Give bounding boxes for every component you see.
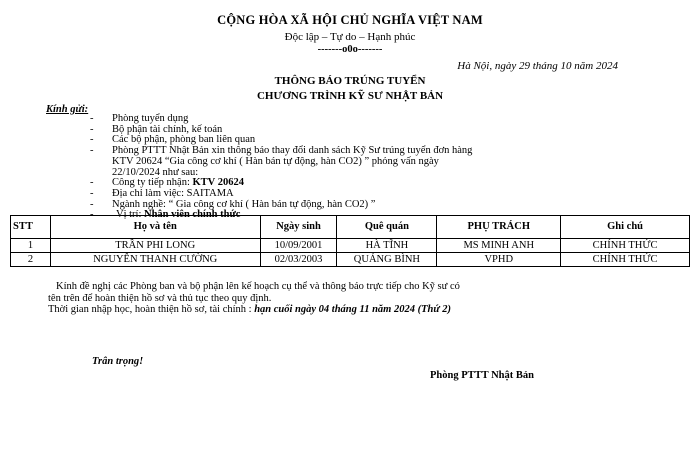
table-row	[11, 239, 690, 253]
recipient-text: Các bộ phận, phòng ban liên quan	[112, 134, 256, 146]
col-header-note: Ghi chú	[561, 216, 690, 239]
date-line: Hà Nội, ngày 29 tháng 10 năm 2024	[457, 60, 618, 72]
separator: -------o0o-------	[317, 44, 383, 55]
cell-name: NGUYỄN THANH CƯỜNG	[50, 253, 260, 267]
cell-dob: 02/03/2003	[260, 253, 337, 267]
recipient-text: Phòng tuyển dụng	[112, 113, 189, 124]
notice-line-3: 22/10/2024 như sau:	[112, 166, 199, 178]
cell-note: CHÍNH THỨC	[561, 239, 690, 253]
notice-line-2: KTV 20624 “Gia công cơ khí ( Hàn bán tự động, hàn CO2) ” phỏng vấn ngày	[112, 155, 439, 167]
position-label: Vị trí:	[116, 209, 144, 221]
cell-hometown: QUẢNG BÌNH	[337, 253, 437, 267]
body-paragraph-2: tên trên để hoàn thiện hồ sơ và thủ tục theo quy định.	[48, 293, 272, 304]
company-label: Công ty tiếp nhận:	[112, 177, 193, 189]
position-value: Nhân viên chính thức	[144, 209, 241, 221]
table-header-row	[11, 216, 690, 239]
nation-header: CỘNG HÒA XÃ HỘI CHỦ NGHĨA VIỆT NAM	[217, 13, 483, 27]
deadline-label: Thời gian nhập học, hoàn thiện hồ sơ, tài chính :	[48, 304, 255, 315]
col-header-manager: PHỤ TRÁCH	[437, 216, 561, 239]
cell-stt: 2	[11, 253, 51, 267]
motto: Độc lập – Tự do – Hạnh phúc	[284, 31, 416, 43]
deadline-paragraph	[48, 304, 451, 315]
signature: Phòng PTTT Nhật Bản	[430, 370, 534, 381]
col-header-name: Họ và tên	[50, 216, 260, 239]
industry: Ngành nghề: “ Gia công cơ khí ( Hàn bán tự động, hàn CO2) ”	[112, 198, 376, 210]
deadline-value: hạn cuối ngày 04 tháng 11 năm 2024 (Thứ 2)	[254, 304, 451, 315]
title-line-1: THÔNG BÁO TRÚNG TUYỂN	[274, 75, 426, 87]
col-header-stt: STT	[11, 216, 51, 239]
notice-line-1: Phòng PTTT Nhật Bản xin thông báo thay đổi danh sách Kỹ Sư trúng tuyển đơn hàng	[112, 145, 473, 157]
cell-manager: VPHD	[437, 253, 561, 267]
cell-stt: 1	[11, 239, 51, 253]
cell-manager: MS MINH ANH	[437, 239, 561, 253]
company-value: KTV 20624	[192, 177, 244, 189]
cell-hometown: HÀ TĨNH	[337, 239, 437, 253]
candidates-table	[10, 215, 690, 267]
greeting: Kính gửi:	[46, 104, 89, 115]
workplace: Địa chỉ làm việc: SAITAMA	[112, 187, 234, 199]
col-header-hometown: Quê quán	[337, 216, 437, 239]
body-paragraph-1: Kính đề nghị các Phòng ban và bộ phận lên kế hoạch cụ thể và thông báo trực tiếp cho Kỹ sư có	[56, 281, 460, 292]
cell-dob: 10/09/2001	[260, 239, 337, 253]
recipient-list	[90, 114, 472, 221]
recipient-text: Bộ phận tài chính, kế toán	[112, 123, 223, 135]
cell-note: CHÍNH THỨC	[561, 253, 690, 267]
table-row	[11, 253, 690, 267]
col-header-dob: Ngày sinh	[260, 216, 337, 239]
closing: Trân trọng!	[92, 356, 144, 367]
title-line-2: CHƯƠNG TRÌNH KỸ SƯ NHẬT BẢN	[256, 90, 444, 102]
cell-name: TRẦN PHI LONG	[50, 239, 260, 253]
list-item	[90, 146, 472, 178]
